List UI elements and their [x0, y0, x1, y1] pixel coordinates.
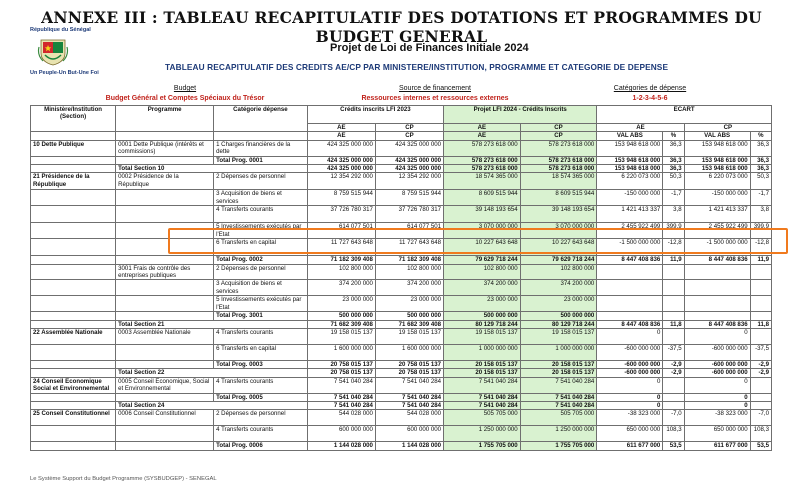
- cell-pct-cp: 108,3: [750, 426, 771, 442]
- table-row: [31, 369, 772, 377]
- cell-valabs-ae: -38 323 000: [597, 410, 663, 426]
- cell-pct-ae: -7,0: [663, 410, 684, 426]
- cell-valabs-cp: 0: [684, 328, 750, 344]
- cell-valabs-ae: 0: [597, 401, 663, 409]
- cell-valabs-cp: -600 000 000: [684, 344, 750, 360]
- cell-categorie: 2 Dépenses de personnel: [214, 264, 308, 280]
- table-row: [31, 344, 772, 360]
- col-categorie: Catégorie dépense: [214, 106, 308, 132]
- col-programme: Programme: [116, 106, 214, 132]
- cell-cp24: 20 158 015 137: [520, 360, 597, 368]
- header-row: [31, 106, 772, 124]
- cell-ae24: 578 273 618 000: [444, 140, 521, 156]
- cell-valabs-ae: -600 000 000: [597, 369, 663, 377]
- cell-ae24: 19 158 015 137: [444, 328, 521, 344]
- budget-block: [85, 84, 285, 104]
- cell-cp24: 1 755 705 000: [520, 442, 597, 450]
- cell-pct-ae: 36,3: [663, 140, 684, 156]
- cell-valabs-ae: -600 000 000: [597, 344, 663, 360]
- cell-ae23: 37 726 780 317: [307, 206, 375, 223]
- cell-ae23: 600 000 000: [307, 426, 375, 442]
- cell-ae24: 578 273 618 000: [444, 156, 521, 164]
- table-row: [31, 165, 772, 173]
- col-ecart-cp: CP: [684, 124, 771, 132]
- cell-valabs-ae: 0: [597, 377, 663, 393]
- cell-cp23: 19 158 015 137: [375, 328, 443, 344]
- republic-label: République du Sénégal: [30, 27, 91, 33]
- cell-cp24: 79 629 718 244: [520, 256, 597, 264]
- cell-pct-ae: 3,8: [663, 206, 684, 223]
- cell-valabs-ae: -1 500 000 000: [597, 239, 663, 256]
- highlight-box: [168, 228, 788, 254]
- cell-pct-cp: -7,0: [750, 410, 771, 426]
- category-label: Catégories de dépense: [613, 85, 687, 92]
- cell-ae24: 1 755 705 000: [444, 442, 521, 450]
- cell-ae23: 424 325 000 000: [307, 140, 375, 156]
- cell-ministere: 25 Conseil Constitutionnel: [31, 410, 116, 426]
- cell-ae23: 23 000 000: [307, 296, 375, 312]
- cell-cp24: 7 541 040 284: [520, 393, 597, 401]
- cell-ae24: 20 158 015 137: [444, 369, 521, 377]
- cell-categorie: Total Prog. 0005: [214, 393, 308, 401]
- table-row: [31, 442, 772, 450]
- cell-valabs-cp: 1 421 413 337: [684, 206, 750, 223]
- cell-ae24: 3 070 000 000: [444, 223, 521, 239]
- col-ae23-2: AE: [307, 132, 375, 140]
- cell-valabs-ae: 0: [597, 393, 663, 401]
- cell-valabs-cp: 0: [684, 401, 750, 409]
- cell-pct-cp: 36,3: [750, 165, 771, 173]
- col-ecart-ae: AE: [597, 124, 684, 132]
- cell-cp24: 374 200 000: [520, 280, 597, 296]
- cell-cp24: 80 129 718 244: [520, 320, 597, 328]
- cell-ae24: 7 541 040 284: [444, 401, 521, 409]
- table-row: [31, 256, 772, 264]
- cell-cp24: 578 273 618 000: [520, 165, 597, 173]
- source-block: [330, 84, 540, 104]
- cell-pct-ae: 36,3: [663, 156, 684, 164]
- cell-categorie: 5 Investissements exécutés par l'Etat: [214, 296, 308, 312]
- cell-valabs-ae: 153 948 618 000: [597, 165, 663, 173]
- cell-cp23: 23 000 000: [375, 296, 443, 312]
- cell-pct-ae: 50,3: [663, 173, 684, 190]
- cell-programme: 0002 Présidence de la République: [116, 173, 214, 190]
- col-ministere: Ministère/Institution (Section): [31, 106, 116, 132]
- cell-programme: 0005 Conseil Economique, Social et Environnemental: [116, 377, 214, 393]
- cell-categorie: 2 Dépenses de personnel: [214, 173, 308, 190]
- cell-ae24: 20 158 015 137: [444, 360, 521, 368]
- cell-pct-ae: 11,8: [663, 320, 684, 328]
- cell-cp24: 7 541 040 284: [520, 377, 597, 393]
- cell-pct-ae: 11,9: [663, 256, 684, 264]
- cell-ae23: 71 182 309 408: [307, 256, 375, 264]
- cell-programme: 0006 Conseil Constitutionnel: [116, 410, 214, 426]
- cell-ae23: 1 600 000 000: [307, 344, 375, 360]
- cell-programme: 0003 Assemblée Nationale: [116, 328, 214, 344]
- category-value: 1-2-3-4-5-6: [632, 95, 668, 102]
- col-ae24-2: AE: [444, 132, 521, 140]
- cell-cp23: 37 726 780 317: [375, 206, 443, 223]
- cell-ae24: 39 148 193 654: [444, 206, 521, 223]
- cell-ministere: 22 Assemblée Nationale: [31, 328, 116, 344]
- cell-valabs-ae: 6 220 073 000: [597, 173, 663, 190]
- cell-ae24: 23 000 000: [444, 296, 521, 312]
- col-cp23-2: CP: [375, 132, 443, 140]
- cell-ae23: 374 200 000: [307, 280, 375, 296]
- table-row: [31, 377, 772, 393]
- cell-pct-ae: 108,3: [663, 426, 684, 442]
- cell-cp24: 10 227 643 648: [520, 239, 597, 256]
- cell-categorie: 3 Acquisition de biens et services: [214, 190, 308, 206]
- cell-ae24: 578 273 618 000: [444, 165, 521, 173]
- cell-cp23: 424 325 000 000: [375, 140, 443, 156]
- cell-pct-cp: 50,3: [750, 173, 771, 190]
- cell-valabs-ae: 2 455 922 499: [597, 223, 663, 239]
- table-row: [31, 280, 772, 296]
- cell-ministere: 21 Présidence de la République: [31, 173, 116, 190]
- cell-valabs-ae: 611 677 000: [597, 442, 663, 450]
- cell-ae23: 7 541 040 284: [307, 393, 375, 401]
- cell-categorie: 5 Investissements exécutés par l'Etat: [214, 223, 308, 239]
- cell-valabs-cp: -150 000 000: [684, 190, 750, 206]
- cell-valabs-ae: 0: [597, 328, 663, 344]
- cell-ae24: 10 227 643 648: [444, 239, 521, 256]
- cell-programme: 0001 Dette Publique (intérêts et commissions): [116, 140, 214, 156]
- cell-ae23: 500 000 000: [307, 312, 375, 320]
- cell-categorie: Total Prog. 3001: [214, 312, 308, 320]
- cell-ae24: 1 000 000 000: [444, 344, 521, 360]
- cell-valabs-cp: 8 447 408 836: [684, 320, 750, 328]
- table-row: [31, 393, 772, 401]
- col-cp24-2: CP: [520, 132, 597, 140]
- table-row: [31, 320, 772, 328]
- cell-cp23: 20 758 015 137: [375, 369, 443, 377]
- subtitle: Projet de Loi de Finances Initiale 2024: [330, 42, 529, 54]
- table-row: [31, 190, 772, 206]
- cell-valabs-cp: 6 220 073 000: [684, 173, 750, 190]
- cell-ae23: 20 758 015 137: [307, 369, 375, 377]
- cell-cp23: 20 758 015 137: [375, 360, 443, 368]
- cell-cp24: 8 609 515 944: [520, 190, 597, 206]
- table-heading: TABLEAU RECAPITULATIF DES CREDITS AE/CP PAR MINISTERE/INSTITUTION, PROGRAMME ET CATEGORIE DE DEPENSE: [165, 62, 669, 72]
- footer-text: Le Système Support du Budget Programme (SYSBUDGEP) - SENEGAL: [30, 476, 217, 482]
- senegal-emblem-icon: [37, 37, 69, 67]
- cell-ae23: 19 158 015 137: [307, 328, 375, 344]
- cell-programme: Total Section 21: [116, 320, 308, 328]
- cell-categorie: 6 Transferts en capital: [214, 239, 308, 256]
- cell-pct-ae: -2,9: [663, 360, 684, 368]
- cell-ae23: 102 800 000: [307, 264, 375, 280]
- cell-cp23: 7 541 040 284: [375, 393, 443, 401]
- cell-cp23: 102 800 000: [375, 264, 443, 280]
- cell-ae23: 7 541 040 284: [307, 377, 375, 393]
- cell-categorie: Total Prog. 0006: [214, 442, 308, 450]
- cell-pct-cp: -1,7: [750, 190, 771, 206]
- cell-cp24: 500 000 000: [520, 312, 597, 320]
- cell-cp24: 1 000 000 000: [520, 344, 597, 360]
- cell-categorie: 3 Acquisition de biens et services: [214, 280, 308, 296]
- cell-ae23: 424 325 000 000: [307, 156, 375, 164]
- table-row: [31, 140, 772, 156]
- cell-cp23: 71 682 309 408: [375, 320, 443, 328]
- col-lfi2023: Crédits inscrits LFI 2023: [307, 106, 443, 124]
- cell-programme: Total Section 22: [116, 369, 308, 377]
- cell-valabs-cp: 153 948 618 000: [684, 165, 750, 173]
- cell-cp24: 1 250 000 000: [520, 426, 597, 442]
- cell-categorie: Total Prog. 0002: [214, 256, 308, 264]
- cell-valabs-ae: 153 948 618 000: [597, 140, 663, 156]
- cell-pct-ae: -37,5: [663, 344, 684, 360]
- cell-valabs-cp: 2 455 922 499: [684, 223, 750, 239]
- cell-valabs-cp: 0: [684, 377, 750, 393]
- cell-pct-cp: -37,5: [750, 344, 771, 360]
- cell-cp24: 102 800 000: [520, 264, 597, 280]
- cell-ae23: 8 759 515 944: [307, 190, 375, 206]
- cell-valabs-cp: 8 447 408 836: [684, 256, 750, 264]
- cell-valabs-ae: -150 000 000: [597, 190, 663, 206]
- cell-valabs-cp: -600 000 000: [684, 369, 750, 377]
- category-block: [585, 84, 715, 104]
- cell-pct-cp: -12,8: [750, 239, 771, 256]
- cell-valabs-ae: 8 447 408 836: [597, 320, 663, 328]
- cell-cp24: 19 158 015 137: [520, 328, 597, 344]
- cell-cp24: 3 070 000 000: [520, 223, 597, 239]
- cell-pct-cp: 36,3: [750, 156, 771, 164]
- cell-ae23: 7 541 040 284: [307, 401, 375, 409]
- cell-categorie: 4 Transferts courants: [214, 328, 308, 344]
- cell-cp24: 578 273 618 000: [520, 156, 597, 164]
- motto-label: Un Peuple-Un But-Une Foi: [30, 70, 99, 76]
- cell-valabs-cp: 153 948 618 000: [684, 140, 750, 156]
- cell-ae24: 7 541 040 284: [444, 377, 521, 393]
- cell-pct-ae: -2,9: [663, 369, 684, 377]
- cell-ae24: 505 705 000: [444, 410, 521, 426]
- cell-categorie: 2 Dépenses de personnel: [214, 410, 308, 426]
- budget-label: Budget: [173, 85, 197, 92]
- cell-cp23: 11 727 643 648: [375, 239, 443, 256]
- table-row: [31, 328, 772, 344]
- cell-valabs-cp: 611 677 000: [684, 442, 750, 450]
- budget-table: [30, 105, 772, 451]
- cell-ae23: 1 144 028 000: [307, 442, 375, 450]
- cell-pct-ae: -12,8: [663, 239, 684, 256]
- header-row-3: [31, 132, 772, 140]
- cell-cp23: 1 600 000 000: [375, 344, 443, 360]
- cell-ae24: 8 609 515 944: [444, 190, 521, 206]
- cell-ae24: 1 250 000 000: [444, 426, 521, 442]
- source-value: Ressources internes et ressources externes: [361, 95, 509, 102]
- table-row: [31, 401, 772, 409]
- col-pct-cp: %: [750, 132, 771, 140]
- col-pct-ae: %: [663, 132, 684, 140]
- cell-pct-ae: 36,3: [663, 165, 684, 173]
- cell-programme: Total Section 10: [116, 165, 308, 173]
- cell-pct-cp: -2,9: [750, 369, 771, 377]
- col-valabs-ae: VAL ABS: [597, 132, 663, 140]
- cell-cp23: 374 200 000: [375, 280, 443, 296]
- cell-cp23: 12 354 292 000: [375, 173, 443, 190]
- cell-cp23: 1 144 028 000: [375, 442, 443, 450]
- cell-pct-cp: 399,9: [750, 223, 771, 239]
- cell-cp23: 544 028 000: [375, 410, 443, 426]
- budget-value: Budget Général et Comptes Spéciaux du Trésor: [105, 95, 265, 102]
- cell-ae24: 79 629 718 244: [444, 256, 521, 264]
- cell-cp24: 18 574 365 000: [520, 173, 597, 190]
- table-row: [31, 360, 772, 368]
- cell-categorie: 4 Transferts courants: [214, 206, 308, 223]
- col-ae23: AE: [307, 124, 375, 132]
- cell-valabs-cp: 0: [684, 393, 750, 401]
- cell-categorie: 6 Transferts en capital: [214, 344, 308, 360]
- cell-ae23: 20 758 015 137: [307, 360, 375, 368]
- cell-valabs-ae: 650 000 000: [597, 426, 663, 442]
- cell-cp23: 600 000 000: [375, 426, 443, 442]
- cell-categorie: 4 Transferts courants: [214, 377, 308, 393]
- cell-ministere: 10 Dette Publique: [31, 140, 116, 156]
- cell-valabs-ae: 153 948 618 000: [597, 156, 663, 164]
- cell-pct-ae: 53,5: [663, 442, 684, 450]
- col-cp23: CP: [375, 124, 443, 132]
- cell-valabs-cp: -600 000 000: [684, 360, 750, 368]
- col-lfi2024: Projet LFI 2024 - Crédits Inscrits: [444, 106, 597, 124]
- cell-ae24: 102 800 000: [444, 264, 521, 280]
- cell-pct-ae: -1,7: [663, 190, 684, 206]
- cell-ae23: 11 727 643 648: [307, 239, 375, 256]
- table-row: [31, 410, 772, 426]
- table-row: [31, 296, 772, 312]
- cell-cp23: 71 182 309 408: [375, 256, 443, 264]
- cell-valabs-ae: 1 421 413 337: [597, 206, 663, 223]
- cell-cp24: 23 000 000: [520, 296, 597, 312]
- cell-cp23: 7 541 040 284: [375, 401, 443, 409]
- cell-pct-ae: 399,9: [663, 223, 684, 239]
- cell-pct-cp: 3,8: [750, 206, 771, 223]
- cell-categorie: Total Prog. 0003: [214, 360, 308, 368]
- cell-categorie: Total Prog. 0001: [214, 156, 308, 164]
- cell-programme: 3001 Frais de contrôle des entreprises publiques: [116, 264, 214, 280]
- cell-cp23: 614 077 501: [375, 223, 443, 239]
- cell-cp23: 8 759 515 944: [375, 190, 443, 206]
- cell-categorie: 1 Charges financières de la dette: [214, 140, 308, 156]
- cell-categorie: 4 Transferts courants: [214, 426, 308, 442]
- cell-cp23: 424 325 000 000: [375, 165, 443, 173]
- cell-cp24: 39 148 193 654: [520, 206, 597, 223]
- cell-valabs-ae: 8 447 408 836: [597, 256, 663, 264]
- cell-ae23: 544 028 000: [307, 410, 375, 426]
- col-ecart: ECART: [597, 106, 772, 124]
- cell-valabs-ae: -600 000 000: [597, 360, 663, 368]
- cell-cp23: 500 000 000: [375, 312, 443, 320]
- cell-ae23: 614 077 501: [307, 223, 375, 239]
- cell-ae24: 18 574 365 000: [444, 173, 521, 190]
- cell-valabs-cp: -38 323 000: [684, 410, 750, 426]
- table-row: [31, 426, 772, 442]
- cell-valabs-cp: 153 948 618 000: [684, 156, 750, 164]
- cell-programme: Total Section 24: [116, 401, 308, 409]
- cell-pct-cp: 11,8: [750, 320, 771, 328]
- cell-ae24: 500 000 000: [444, 312, 521, 320]
- cell-ae23: 424 325 000 000: [307, 165, 375, 173]
- cell-cp23: 7 541 040 284: [375, 377, 443, 393]
- cell-valabs-cp: 650 000 000: [684, 426, 750, 442]
- col-valabs-cp: VAL ABS: [684, 132, 750, 140]
- col-ae24: AE: [444, 124, 521, 132]
- cell-cp24: 20 158 015 137: [520, 369, 597, 377]
- table-row: [31, 264, 772, 280]
- cell-pct-cp: 53,5: [750, 442, 771, 450]
- cell-valabs-cp: -1 500 000 000: [684, 239, 750, 256]
- source-label: Source de financement: [399, 85, 471, 92]
- cell-pct-cp: 11,9: [750, 256, 771, 264]
- cell-cp24: 7 541 040 284: [520, 401, 597, 409]
- cell-ae23: 12 354 292 000: [307, 173, 375, 190]
- cell-cp24: 578 273 618 000: [520, 140, 597, 156]
- cell-ministere: 24 Conseil Economique Social et Environnemental: [31, 377, 116, 393]
- cell-cp24: 505 705 000: [520, 410, 597, 426]
- table-row: [31, 312, 772, 320]
- table-row: [31, 173, 772, 190]
- cell-ae24: 374 200 000: [444, 280, 521, 296]
- cell-ae24: 80 129 718 244: [444, 320, 521, 328]
- cell-ae24: 7 541 040 284: [444, 393, 521, 401]
- col-cp24: CP: [520, 124, 597, 132]
- table-row: [31, 206, 772, 223]
- cell-cp23: 424 325 000 000: [375, 156, 443, 164]
- page-title: ANNEXE III : TABLEAU RECAPITULATIF DES DOTATIONS ET PROGRAMMES DU BUDGET GENERAL: [41, 8, 762, 46]
- cell-pct-cp: -2,9: [750, 360, 771, 368]
- cell-ae23: 71 682 309 408: [307, 320, 375, 328]
- cell-pct-cp: 36,3: [750, 140, 771, 156]
- table-row: [31, 156, 772, 164]
